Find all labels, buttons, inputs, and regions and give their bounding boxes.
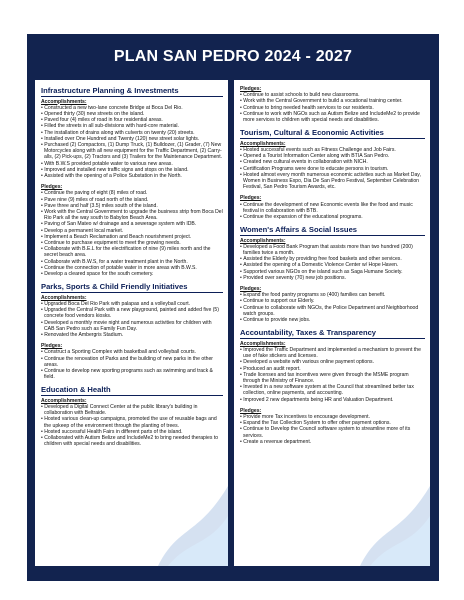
bullet-item: • Continue the expansion of the educational programs. — [240, 214, 425, 220]
bullet-item: • The installation of drains along with culverts on twenty (20) streets. — [41, 130, 223, 136]
bullet-item: • Develop a permanent local market. — [41, 228, 223, 234]
bullet-item: • Pave three and half (3.5) miles south of the island. — [41, 203, 223, 209]
bullet-item: • Continue to bring needed health services to our residents. — [240, 105, 425, 111]
subsection-label: Accomplishments: — [41, 98, 87, 105]
bullet-item: • Continue the development of new Economic events like the food and music festival in collaboration with BTB. — [240, 202, 425, 214]
bullet-item: • Expand the Tax Collection System to offer other payment options. — [240, 420, 425, 426]
bullet-item: • Continue to develop new sporting programs such as swimming and track & field. — [41, 368, 223, 380]
plan-sheet — [27, 34, 439, 581]
subsection-label: Accomplishments: — [240, 340, 286, 347]
bullet-item: • Provide more Tax incentives to encourage development. — [240, 414, 425, 420]
bullet-item: • Continue to provide new jobs. — [240, 317, 425, 323]
section-heading: Accountability, Taxes & Transparency — [240, 328, 425, 339]
bullet-item: • Construct a Sporting Complex with basketball and volleyball courts. — [41, 349, 223, 355]
bullet-item: • Assisted with the opening of a Police Substation in the North. — [41, 173, 223, 179]
section-heading: Infrastructure Planning & Investments — [41, 86, 223, 97]
bullet-item: • Improved 2 new departments being HR and Valuation Department. — [240, 397, 425, 403]
bullet-item: • Collaborated with Autism Belize and IncludeMe2 to bring needed therapies to children with special needs and disabilities. — [41, 435, 223, 447]
section-heading: Women's Affairs & Social Issues — [240, 225, 425, 236]
subsection-label: Pledges: — [240, 407, 262, 414]
bullet-item: • Certification Programs were done to educate persons in tourism. — [240, 166, 425, 172]
bullet-item: • Collaborate with B.E.L for the electrification of nine (9) miles north and the secret beach area. — [41, 246, 223, 258]
bullet-item: • Produced an audit report. — [240, 366, 425, 372]
subsection-label: Accomplishments: — [41, 294, 87, 301]
bullet-item: • Continue the renovation of Parks and the building of new parks in the other areas. — [41, 356, 223, 368]
bullet-item: • Upgraded Boca Del Rio Park with palapas and a volleyball court. — [41, 301, 223, 307]
section-heading: Parks, Sports & Child Friendly Initiatives — [41, 282, 223, 293]
bullet-item: • Assisted the Elderly by providing free food baskets and other services. — [240, 256, 425, 262]
bullet-item: • Improved the Traffic Department and implemented a mechanism to prevent the use of fake stickers and licenses. — [240, 347, 425, 359]
bullet-item: • Opened thirty (30) new streets on the island. — [41, 111, 223, 117]
bullet-item: • Created new cultural events in collaboration with NICH. — [240, 159, 425, 165]
bullet-item: • Develop a cleared space for the south cemetery. — [41, 271, 223, 277]
bullet-item: • Continue the connection of potable water in more areas with B.W.S. — [41, 265, 223, 271]
subsection-label: Accomplishments: — [240, 140, 286, 147]
bullet-item: • Invested in a new software system at the Council that streamlined better tax collection, online payments, and accounting. — [240, 384, 425, 396]
subsection-label: Accomplishments: — [240, 237, 286, 244]
bullet-item: • Hosted successful Health Fairs in different parts of the island. — [41, 429, 223, 435]
bullet-item: • Paving of San Mateo w/ drainage and a sewerage system with IDB. — [41, 221, 223, 227]
bullet-item: • Developed a monthly movie night and numerous activities for children with CAB San Pedro such as Family Fun Day. — [41, 320, 223, 332]
bullet-item: • Upgraded the Central Park with a new playground, painted and added five (5) concrete food vendors kiosks. — [41, 307, 223, 319]
bullet-item: • Renovated the Ambergris Stadium. — [41, 332, 223, 338]
bullet-item: • Installed over One Hundred and Twenty (120) new street solar lights. — [41, 136, 223, 142]
bullet-item: • Continue to collaborate with NGOs, the Police Department and Neighborhood watch groups. — [240, 305, 425, 317]
bullet-item: • Trade licenses and tax incentives were given through the MSME program through the Ministry of Finance. — [240, 372, 425, 384]
bullet-item: • Work with the Central Government to build a vocational training center. — [240, 98, 425, 104]
bullet-item: • Purchased (2) Compactors, (1) Dump Truck, (1) Bulldozer, (1) Grader, (7) New Motorcycles along with all new equipment for the Traffic Department, (2) Carry-alls, (2) Pick-ups, (2) Tractors and (3) Trailers for the Maintenance Department. — [41, 142, 223, 161]
bullet-item: • Continue to support our Elderly. — [240, 298, 425, 304]
wave-graphic — [360, 446, 430, 566]
bullet-item: • Expand the food pantry programs so (400) families can benefit. — [240, 292, 425, 298]
bullet-item: • Continue to assist schools to build new classrooms. — [240, 92, 425, 98]
bullet-item: • Pave nine (9) miles of road north of the island. — [41, 197, 223, 203]
bullet-item: • Filled the streets in all sub-divisions with hard-core material. — [41, 123, 223, 129]
subsection-label: Pledges: — [41, 343, 63, 350]
bullet-item: • Opened a Tourist Information Center along with BTIA San Pedro. — [240, 153, 425, 159]
right-column — [234, 80, 430, 448]
page-title: PLAN SAN PEDRO 2024 - 2027 — [113, 48, 353, 65]
right-panel — [234, 80, 430, 566]
left-panel — [35, 80, 228, 566]
bullet-item: • Paved four (4) miles of road in four residential areas. — [41, 117, 223, 123]
bullet-item: • Developed a Food Bank Program that assists more than two hundred (200) families twice a month. — [240, 244, 425, 256]
bullet-item: • With B.W.S provided potable water to various new areas. — [41, 161, 223, 167]
section-heading: Tourism, Cultural & Economic Activities — [240, 128, 425, 139]
bullet-item: • Continue to Develop the Council software system to streamline more of its services. — [240, 426, 425, 438]
subsection-label: Pledges: — [240, 195, 262, 202]
bullet-item: • Developed a website with various online payment options. — [240, 359, 425, 365]
section-heading: Education & Health — [41, 385, 223, 396]
bullet-item: • Continue to purchase equipment to meet the growing needs. — [41, 240, 223, 246]
bullet-item: • Implement a Beach Reclamation and Beach nourishment project. — [41, 234, 223, 240]
bullet-item: • Hosted various clean-up campaigns, promoted the use of reusable bags and the upkeep of the environment through the planting of trees. — [41, 416, 223, 428]
bullet-item: • Improved and installed new traffic signs and stops on the island. — [41, 167, 223, 173]
subsection-label: Pledges: — [240, 286, 262, 293]
bullet-item: • Constructed a new two-lane concrete Bridge at Boca Del Rio. — [41, 105, 223, 111]
wave-graphic — [158, 446, 228, 566]
bullet-item: • Continue the paving of eight (8) miles of road. — [41, 190, 223, 196]
bullet-item: • Provided over seventy (70) new job positions. — [240, 275, 425, 281]
bullet-item: • Supported various NGOs on the island such as Saga Humane Society. — [240, 269, 425, 275]
bullet-item: • Continue to work with NGOs such as Autism Belize and IncludeMe2 to provide more services to children with special needs and disabilities. — [240, 111, 425, 123]
bullet-item: • Work with the Central Government to upgrade the business strip from Boca Del Rio Park all the way south to Babylon Beach Area. — [41, 209, 223, 221]
bullet-item: • Assisted the opening of a Domestic Violence Center w/ Hope Haven. — [240, 262, 425, 268]
bullet-item: • Create a revenue department. — [240, 439, 425, 445]
subsection-label: Accomplishments: — [41, 397, 87, 404]
bullet-item: • Collaborate with B.W.S, for a water treatment plant in the North. — [41, 259, 223, 265]
bullet-item: • Hosted successful events such as Fitness Challenge and Job Fairs. — [240, 147, 425, 153]
subsection-label: Pledges: — [240, 86, 262, 92]
bullet-item: • Hosted almost every month numerous economic activities such as Market Day, Women in Business Expo, Dia De San Pedro Festival, September Celebration Festival, San Pedro Tourism Awards, etc. — [240, 172, 425, 191]
left-column — [35, 80, 228, 450]
subsection-label: Pledges: — [41, 184, 63, 191]
bullet-item: • Developed a Digital Connect Center at the public library's building in collaboration with Beltraide. — [41, 404, 223, 416]
